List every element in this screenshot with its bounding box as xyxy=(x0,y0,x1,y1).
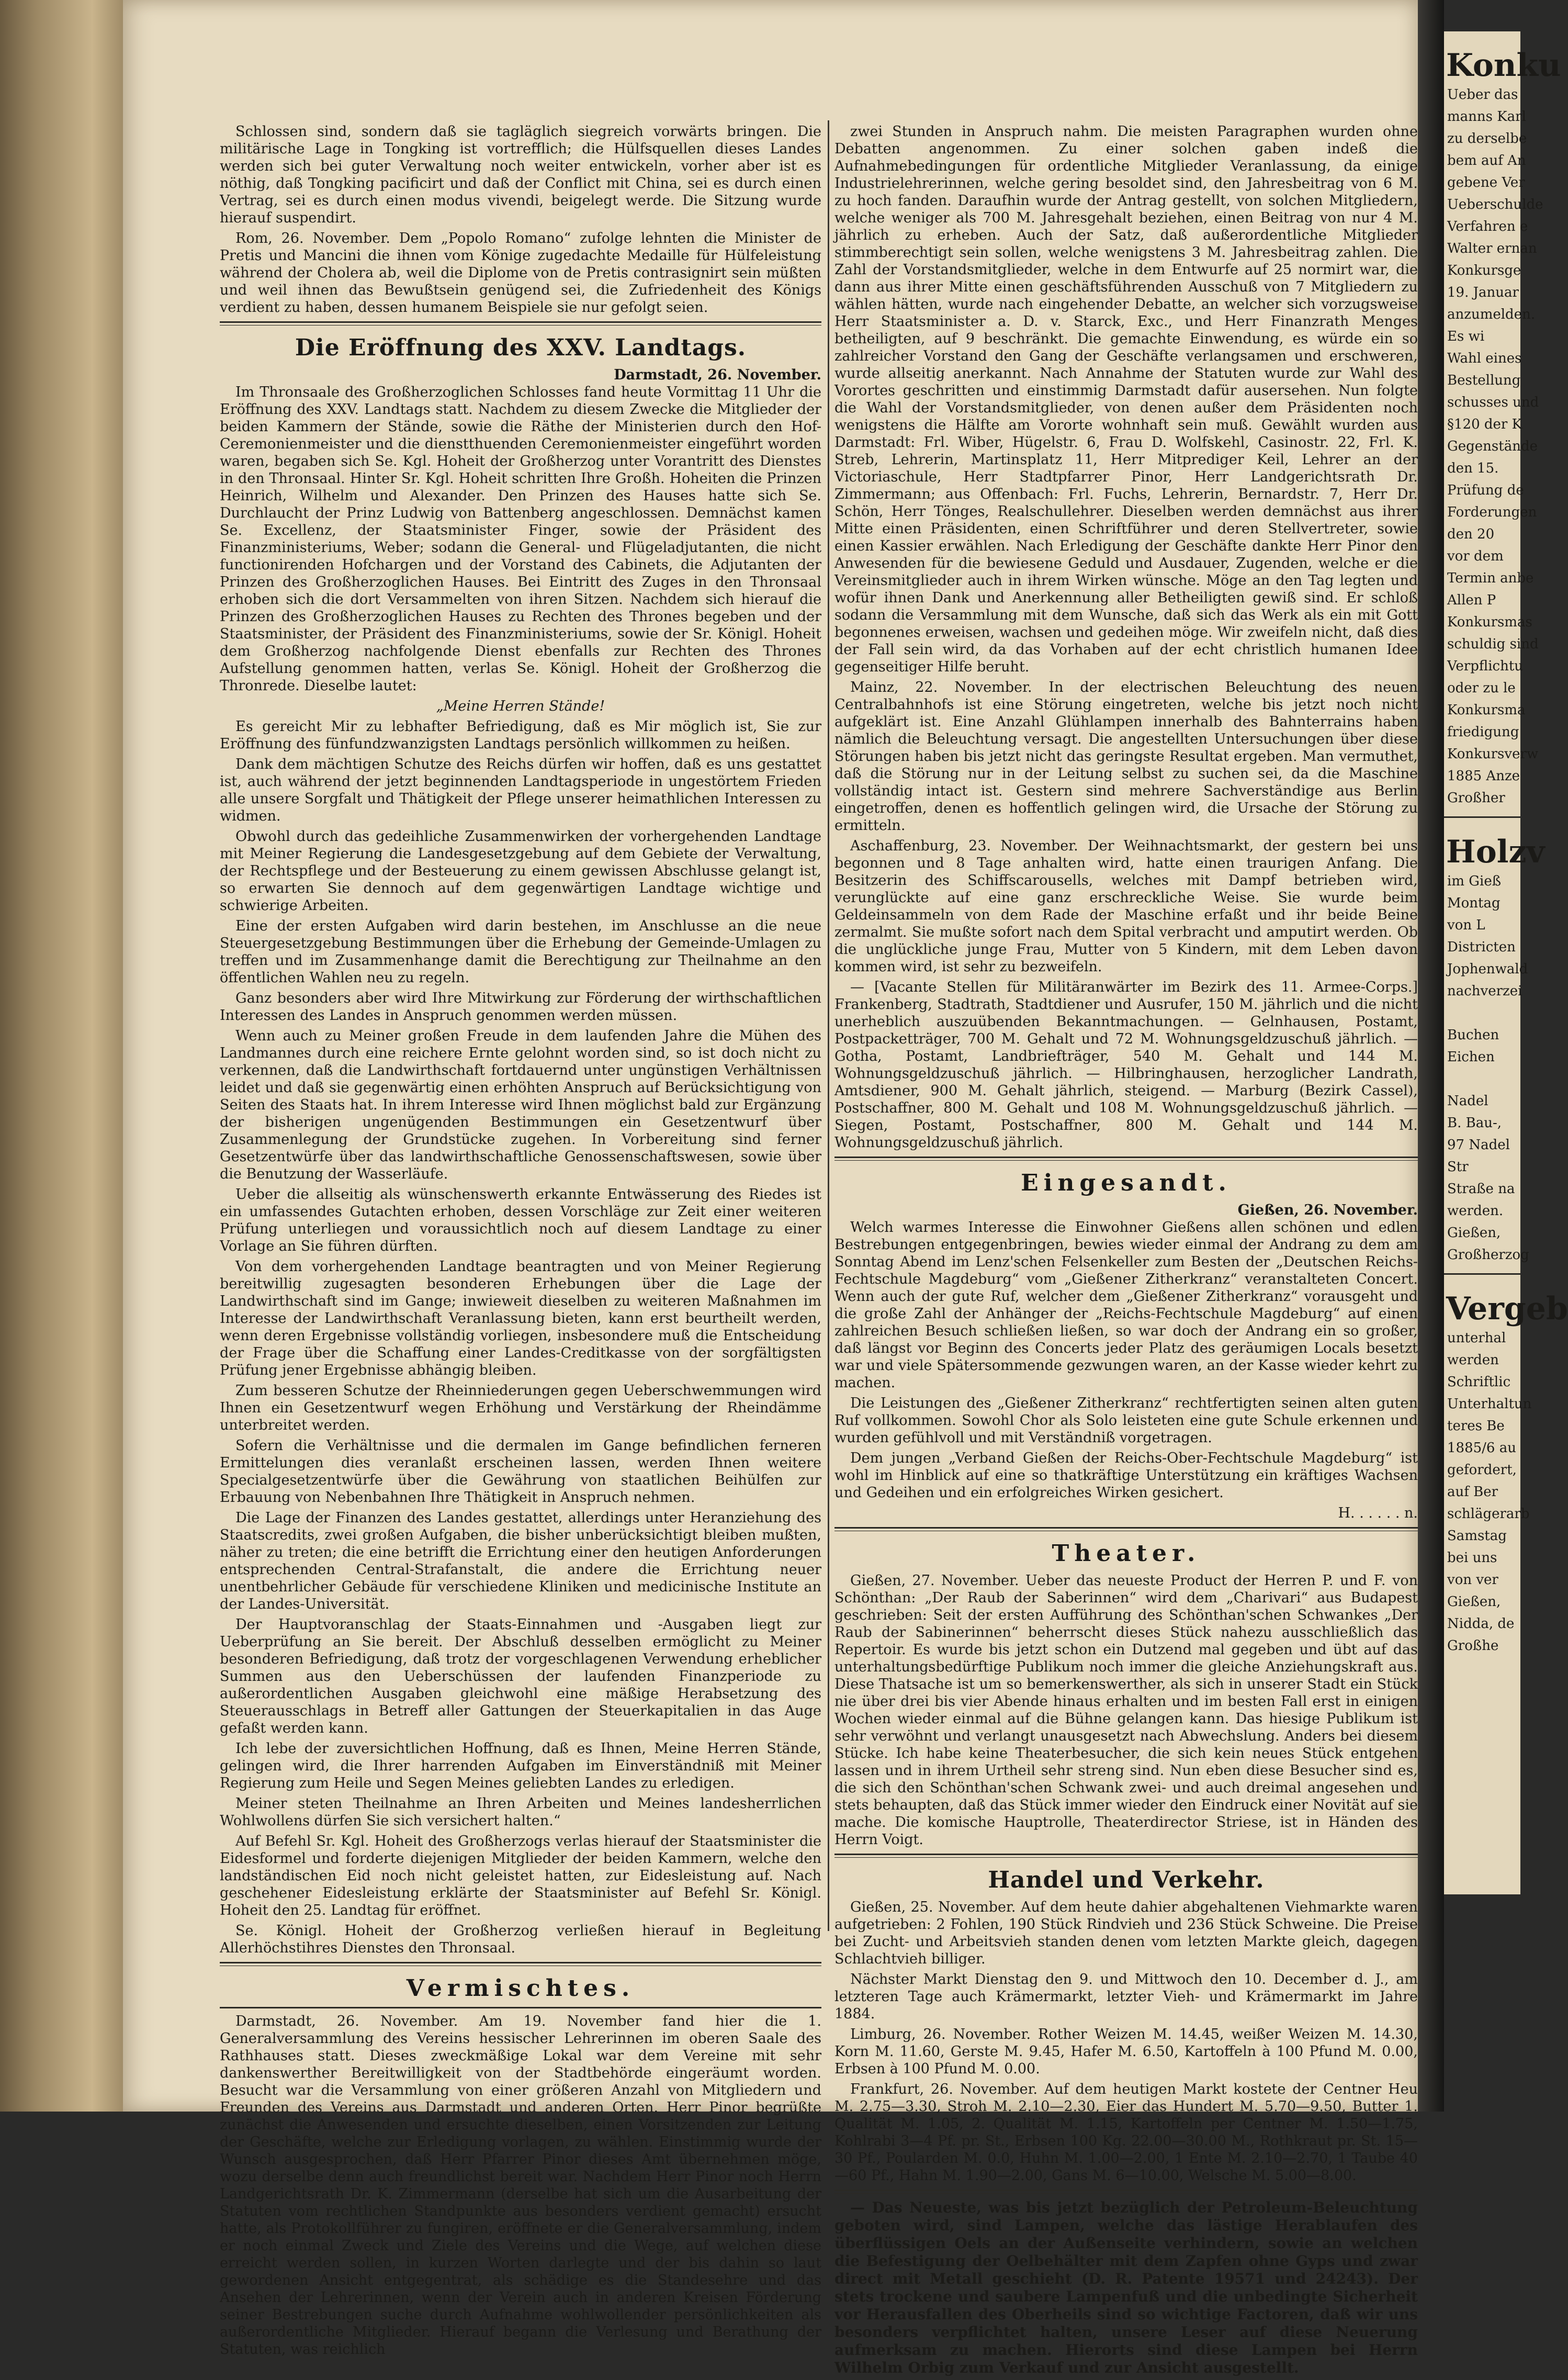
next-page-line: Termin anbe xyxy=(1447,570,1534,586)
next-page-line: Gegenstände xyxy=(1447,439,1538,454)
thronrede-paragraph: Von dem vorhergehenden Landtage beantragten und von Meiner Regierung bereitwillig zugesagten besonderen Erhebungen über die Lage der Landwirthschaft sind im Gange; inwieweit dieselben zu weiteren Maßnahmen im Interesse der Landwirthschaft Veranlassung bieten, kann erst beurtheilt werden, wenn deren Ergebnisse vollständig vorliegen, insbesondere muß die Entscheidung der Frage über die Schaffung einer Landes-Creditkasse von der sorgfältigsten Prüfung jener Ergebnisse abhängig bleiben. xyxy=(220,1259,821,1378)
mainz-article: Mainz, 22. November. In der electrischen Beleuchtung des neuen Centralbahnhofs ist eine Störung eingetreten, welche bis jetzt noch nicht aufgeklärt ist. Eine Anzahl Glühlampen innerhalb des Bahnterrains haben nämlich die Beleuchtung versagt. Die angestellten Untersuchungen über diese Störungen haben bis jetzt nicht das geringste Resultat ergeben. Man vermuthet, daß die Störung nur in der Leitung selbst zu suchen sei, da die Maschine vollständig intact ist. Gestern sind mehrere Sachverständige aus Berlin eingetroffen, denen es hoffentlich gelingen wird, die Ursache der Störung zu ermitteln. xyxy=(834,679,1418,834)
landtag-heading: Die Eröffnung des XXV. Landtags. xyxy=(295,334,747,361)
next-page-line: Samstag xyxy=(1447,1528,1507,1544)
section-divider xyxy=(834,2190,1418,2194)
thronrede-paragraph: Se. Königl. Hoheit der Großherzog verließen hierauf in Begleitung Allerhöchstihres Dienstes den Thronsaal. xyxy=(220,1923,821,1956)
thronrede-paragraph: Auf Befehl Sr. Kgl. Hoheit des Großherzogs verlas hierauf der Staatsminister die Eidesformel und forderte diejenigen Mitglieder der beiden Kammern, welche den landständischen Eid noch nicht geleistet hatten, zur Eidesleistung auf. Nach geschehener Eidesleistung erklärte der Staatsminister auf Befehl Sr. Königl. Hoheit den 25. Landtag für eröffnet. xyxy=(220,1833,821,1918)
next-page-line: den 20 xyxy=(1447,526,1495,542)
section-divider xyxy=(834,1527,1418,1531)
thronrede-salutation: „Meine Herren Stände! xyxy=(436,698,605,714)
next-page-line: Verfahren e xyxy=(1447,219,1528,234)
thronrede-paragraph: Zum besseren Schutze der Rheinniederungen gegen Ueberschwemmungen wird Ihnen ein Gesetzentwurf wegen Erhöhung und Verstärkung der Rheindämme unterbreitet werden. xyxy=(220,1383,821,1433)
landtag-paragraph: Im Thronsaale des Großherzoglichen Schlosses fand heute Vormittag 11 Uhr die Eröffnung des XXV. Landtags statt. Nachdem zu diesem Zwecke die Mitglieder der beiden Kammern der Stände, sowie die Räthe der Ministerien durch den Hof-Ceremonienmeister und die dienstthuenden Ceremonienmeister eingeführt worden waren, begaben sich Se. Kgl. Hoheit der Großherzog unter Vorantritt des Dienstes in den Thronsaal. Hinter Sr. Kgl. Hoheit schritten Ihre Großh. Hoheiten die Prinzen Heinrich, Wilhelm und Alexander. Den Prinzen des Hauses hatte sich Se. Durchlaucht der Prinz Ludwig von Battenberg angeschlossen. Demnächst kamen Se. Excellenz, der Staatsminister Finger, sowie der Präsident des Finanzministeriums, Weber; sodann die General- und Flügeladjutanten, die nicht functionirenden Hofchargen und der Vorstand des Cabinets, die Adjutanten der Prinzen des Großherzoglichen Hauses. Bei Eintritt des Zuges in den Thronsaal erhoben sich die dort Versammelten von ihren Sitzen. Nachdem sich hierauf die Prinzen des Großherzoglichen Hauses zu Rechten des Thrones begeben und der Staatsminister, der Präsident des Finanzministeriums, sowie der Sr. Königl. Hoheit dem Großherzog nachfolgende Dienst ebenfalls zur Rechten des Thrones Aufstellung genommen hatten, verlas Se. Königl. Hoheit der Großherzog die Thronrede. Dieselbe lautet: xyxy=(220,384,821,694)
eingesandt-paragraph: Die Leistungen des „Gießener Zitherkranz“ rechtfertigten seinen alten guten Ruf vollkommen. Sowohl Chor als Solo leisteten eine gute Schule erkennen und wurden gefühlvoll und mit Verständniß vorgetragen. xyxy=(834,1395,1418,1446)
next-page-line: Wahl eines xyxy=(1447,351,1522,366)
next-page-lines xyxy=(1444,84,1543,809)
next-page-line: schlägerarb xyxy=(1447,1506,1530,1522)
rom-article: Rom, 26. November. Dem „Popolo Romano“ zufolge lehnten die Minister de Pretis und Mancini die ihnen vom Könige zugedachte Medaille für Hülfeleistung während der Cholera ab, weil die Diplome von de Pretis contrasignirt sein müßten und weil ihnen das Bewußtsein genügend sei, die Zufriedenheit des Königs verdient zu haben, dessen humanem Beispiele sie nur gefolgt seien. xyxy=(220,230,821,316)
eingesandt-heading: Eingesandt. xyxy=(1021,1170,1232,1196)
next-page-line: gefordert, xyxy=(1447,1462,1517,1478)
next-page-line: Ueberschulde xyxy=(1447,197,1543,212)
next-page-heading: Konku xyxy=(1446,47,1561,84)
handel-paragraph: Frankfurt, 26. November. Auf dem heutigen Markt kostete der Centner Heu M. 2.75—3.30, Stroh M. 2.10—2.30, Eier das Hundert M. 5.70—9.50, Butter 1. Qualität M. 1.05, 2. Qualität M. 1.15, Kartoffeln per Centner M. 1.50—1.75, Kohlrabi 3—4 Pf. pr. St., Erbsen 100 Kg. 22.00—30.00 M., Rothkraut pr. St. 15—30 Pf., Poularden M. 0.0, Huhn M. 1.00—2.00, 1 Ente M. 2.10—2.70, 1 Taube 40—60 Pf., Hahn M. 1.90—2.00, Gans M. 6—10.00, Welsche M. 5.00—8.00. xyxy=(834,2081,1418,2184)
handel-heading: Handel und Verkehr. xyxy=(988,1867,1265,1893)
next-page-divider xyxy=(1444,1273,1520,1275)
book-binding xyxy=(0,0,123,2112)
petroleum-lamp-notice: — Das Neueste, was bis jetzt bezüglich der Petroleum-Beleuchtung geboten wird, sind Lampen, welche das lästige Herablaufen des überflüssigen Oels an der Außenseite verhindern, sowie an welchen die Befestigung der Oelbehälter mit dem Zapfen ohne Gyps und zwar direct mit Metall geschieht (D. R. Patente 19571 und 24243). Der stets trockene und saubere Lampenfuß und die unbedingte Sicherheit vor Herausfallen des Oberheils sind so wichtige Factoren, daß wir uns besonders verpflichtet halten, unsere Leser auf diese Neuerung aufmerksam zu machen. Hierorts sind diese Lampen bei Herrn Wilhelm Orbig zum Verkauf und zur Ansicht ausgestellt. xyxy=(834,2199,1418,2376)
next-page-line: von ver xyxy=(1447,1572,1498,1588)
thronrede-paragraph: Wenn auch zu Meiner großen Freude in dem laufenden Jahre die Mühen des Landmannes durch eine reichere Ernte gelohnt worden sind, so ist doch nicht zu verkennen, daß die Landwirthschaft fortdauernd unter ungünstigen Verhältnissen leidet und daß sie gegenwärtig einen erhöhten Anspruch auf Berücksichtigung von Seiten des Staats hat. In ihrem Interesse wird Ihnen möglichst bald zur Ergänzung der bisherigen ungenügenden Bestimmungen ein Gesetzentwurf über Zusammenlegung der Grundstücke zugehen. In Vorbereitung sind ferner Gesetzentwürfe über das landwirthschaftliche Genossenschaftswesen, sowie über die Benutzung der Wasserläufe. xyxy=(220,1028,821,1182)
next-page-line: teres Be xyxy=(1447,1418,1505,1434)
left-column xyxy=(220,123,821,2361)
next-page-lines xyxy=(1444,870,1529,1266)
next-page-line: Nadel xyxy=(1447,1093,1488,1109)
next-page-line: schuldig sind xyxy=(1447,636,1539,652)
next-page-line: Prüfung de xyxy=(1447,482,1524,498)
next-page-heading: Vergeb xyxy=(1446,1290,1568,1327)
section-divider xyxy=(220,321,821,325)
next-page-line: Str xyxy=(1447,1159,1469,1175)
thronrede-paragraph: Ueber die allseitig als wünschenswerth erkannte Entwässerung des Riedes ist ein umfassendes Gutachten erhoben, dessen Vorschläge zur Zeit einer weiteren Prüfung unterliegen und voraussichtlich noch auf diesem Landtage zu einer Vorlage an Sie führen dürften. xyxy=(220,1186,821,1254)
next-page-line: Konkursverw xyxy=(1447,746,1539,762)
column-rule xyxy=(828,120,829,1931)
next-page-line: werden. xyxy=(1447,1203,1504,1219)
section-divider xyxy=(834,1854,1418,1858)
next-page-line: gebene Ver xyxy=(1447,175,1525,190)
next-page-line: Großherzog xyxy=(1447,1247,1529,1263)
next-page-line: Großher xyxy=(1447,790,1505,806)
next-page-line: friedigung xyxy=(1447,724,1519,740)
next-page-line: anzumelden. xyxy=(1447,307,1536,322)
next-page-line: schusses und xyxy=(1447,395,1539,410)
next-page-line: Schriftlic xyxy=(1447,1374,1511,1390)
vermischtes-article: Darmstadt, 26. November. Am 19. November fand hier die 1. Generalversammlung des Vereins hessischer Lehrerinnen im oberen Saale des Rathhauses statt. Dieses zweckmäßige Lokal war dem Vereine mit sehr dankenswerther Bereitwilligkeit von der Stadtbehörde eingeräumt worden. Besucht war die Versammlung von einer größeren Anzahl von Mitgliedern und Freunden des Vereins aus Darmstadt und anderen Orten. Herr Pinor begrüßte zunächst die Anwesenden und ersuchte dieselben, einen Vorsitzenden zur Leitung der Geschäfte, welche zur Erledigung vorlagen, zu wählen. Einstimmig wurde der Wunsch ausgesprochen, daß Herr Pfarrer Pinor dieses Amt übernehmen möge, wozu derselbe denn auch freundlichst bereit war. Nachdem Herr Pinor noch Herrn Landgerichtsrath Dr. K. Zimmermann (derselbe hat sich um die Ausarbeitung der Statuten vom rechtlichen Standpunkte aus besonders verdient gemacht) ersucht hatte, als Protokollführer zu fungiren, eröffnete er die Generalversammlung, indem er noch einmal Zweck und Ziele des Vereins und die Wege, auf welchen diese erreicht werden sollen, in kurzen Worten darlegte und der bis dahin so laut gewordenen Ansicht entgegentrat, als schädige es die Standesehre und das Ansehen der Lehrerinnen, wenn der Verein auch in anderen Kreisen Förderung seiner Bestrebungen suche durch Aufnahme wohlwollender persönlichkeiten als außerordentliche Mitglieder. Hierauf begann die Verlesung und Berathung der Statuten, was reichlich xyxy=(220,2013,821,2357)
next-page-line: Straße na xyxy=(1447,1181,1515,1197)
next-page-line: Forderungen xyxy=(1447,504,1537,520)
next-page-line: Allen P xyxy=(1447,592,1496,608)
handel-paragraph: Limburg, 26. November. Rother Weizen M. 14.45, weißer Weizen M. 14.30, Korn M. 11.60, Gerste M. 9.45, Hafer M. 6.50, Kartoffeln à 100 Pfund M. 0.00, Erbsen à 100 Pfund M. 0.00. xyxy=(834,2026,1418,2077)
next-page-line: Jophenwald xyxy=(1447,961,1528,977)
next-page-line: Es wi xyxy=(1447,329,1485,344)
next-page-line: manns Karl xyxy=(1447,109,1526,125)
next-page-line: 97 Nadel xyxy=(1447,1137,1510,1153)
next-page-divider xyxy=(1444,816,1520,818)
right-column xyxy=(834,123,1418,2380)
handel-paragraph: Gießen, 25. November. Auf dem heute dahier abgehaltenen Viehmarkte waren aufgetrieben: 2 Fohlen, 190 Stück Rindvieh und 236 Stück Schweine. Die Preise bei Zucht- und Arbeitsvieh standen denen vom letzten Markte gleich, dagegen Schlachtvieh billiger. xyxy=(834,1899,1418,1967)
next-page-line: zu derselbe xyxy=(1447,131,1527,147)
next-page-line: Ueber das xyxy=(1447,87,1518,103)
next-page-lines xyxy=(1444,1327,1532,1657)
vermischtes-heading: Vermischtes. xyxy=(406,1975,635,2002)
next-page-line: auf Ber xyxy=(1447,1484,1498,1500)
eingesandt-signature: H. . . . . . n. xyxy=(1338,1505,1418,1521)
next-page-line: 19. Januar xyxy=(1447,285,1519,300)
thronrede-paragraph: Eine der ersten Aufgaben wird darin bestehen, im Anschlusse an die neue Steuergesetzgebung Bestimmungen über die Erhebung der Gemeinde-Umlagen zu treffen und im Zusammenhange damit die Berechtigung zur Theilnahme an den öffentlichen Wahlen neu zu regeln. xyxy=(220,918,821,986)
next-page-line: von L xyxy=(1447,917,1485,933)
next-page-line: oder zu le xyxy=(1447,680,1516,696)
next-page-line: vor dem xyxy=(1447,548,1504,564)
next-page-line: unterhal xyxy=(1447,1330,1506,1346)
next-page-line: nachverzei xyxy=(1447,983,1522,999)
eingesandt-dateline: Gießen, 26. November. xyxy=(1237,1202,1418,1218)
theater-article: Gießen, 27. November. Ueber das neueste Product der Herren P. und F. von Schönthan: „Der Raub der Saberinnen“ wird dem „Charivari“ aus Budapest geschrieben: Seit der ersten Aufführung des Schönthan'schen Schwankes „Der Raub der Sabinerinnen“ beherrscht dieses Stück nahezu ausschließlich das Repertoir. Es wurde bis jetzt schon ein Dutzend mal gegeben und übt auf das unterhaltungsbedürftige Publikum noch immer die gleiche Anziehungskraft aus. Diese Thatsache ist um so bemerkenswerther, als sich in unserer Stadt ein Stück nie über drei bis vier Abende hinaus erhalten und im besten Fall erst in einigen Wochen wieder einmal auf die Bühne gelangen kann. Das hiesige Publikum ist sehr verwöhnt und verlangt unausgesetzt nach Abwechslung. Anders bei diesem Stücke. Ich habe keine Theaterbesucher, die sich kein neues Stück entgehen lassen und in ihrem Urtheil sehr streng sind. Nun eben diese Besucher sind es, die sich den Schönthan'schen Schwank zwei- und auch dreimal angesehen und stets behaupten, daß das Stück immer wieder den Eindruck einer Novität auf sie mache. Die komische Hauptrolle, Theaterdirector Striese, ist in Händen des Herrn Voigt. xyxy=(834,1573,1418,1848)
thronrede-paragraph: Die Lage der Finanzen des Landes gestattet, allerdings unter Heranziehung des Staatscredits, zwei großen Aufgaben, die bisher unberücksichtigt bleiben mußten, näher zu treten; die eine betrifft die Errichtung einer den heutigen Anforderungen entsprechenden Central-Strafanstalt, die andere die Errichtung neuer unentbehrlicher Gebäude für verschiedene Kliniken und medicinische Institute an der Landes-Universität. xyxy=(220,1510,821,1612)
next-page-heading: Holzv xyxy=(1446,834,1545,870)
next-page-line: bei uns xyxy=(1447,1550,1497,1566)
adjacent-page-fragment xyxy=(1444,31,1568,1894)
thronrede-paragraph: Ich lebe der zuversichtlichen Hoffnung, daß es Ihnen, Meine Herren Stände, gelingen wird, die Ihrer harrenden Aufgaben im Einverständniß mit Meiner Regierung zum Heile und Segen Meines geliebten Landes zu erledigen. xyxy=(220,1741,821,1791)
next-page-line xyxy=(1447,1002,1520,1024)
next-page-line: Verpflichtu xyxy=(1447,658,1524,674)
next-page-line: Konkursge xyxy=(1447,263,1521,278)
thronrede-paragraph: Sofern die Verhältnisse und die dermalen im Gange befindlichen ferneren Ermittelungen dies veranlaßt erscheinen lassen, werden Ihnen weitere Specialgesetzentwürfe über die Gewährung von staatlichen Beihülfen zur Erbauung von Nebenbahnen Ihre Thätigkeit in Anspruch nehmen. xyxy=(220,1438,821,1506)
next-page-line: Eichen xyxy=(1447,1049,1495,1065)
next-page-line: B. Bau-, xyxy=(1447,1115,1502,1131)
next-page-line: Montag xyxy=(1447,895,1501,911)
thronrede-paragraph: Dank dem mächtigen Schutze des Reichs dürfen wir hoffen, daß es uns gestattet ist, auch während der jetzt beginnenden Landtagsperiode in ungestörtem Frieden alle unsere Sorgfalt und Thätigkeit der Pflege unserer heimathlichen Interessen zu widmen. xyxy=(220,756,821,824)
next-page-line: Konkursma xyxy=(1447,702,1526,718)
page-gutter xyxy=(1418,0,1444,2112)
next-page-line: Nidda, de xyxy=(1447,1616,1515,1632)
next-page-line: bem auf An xyxy=(1447,153,1526,169)
next-page-line: Walter ernan xyxy=(1447,241,1537,256)
next-page-line: Buchen xyxy=(1447,1027,1499,1043)
next-page-line: §120 der K xyxy=(1447,417,1522,432)
next-page-line: Bestellung xyxy=(1447,373,1521,388)
next-page-line: Unterhaltun xyxy=(1447,1396,1532,1412)
thronrede-paragraph: Der Hauptvoranschlag der Staats-Einnahmen und -Ausgaben liegt zur Ueberprüfung an Sie bereit. Der Abschluß desselben ermöglicht zu Meiner besonderen Befriedigung, daß trotz der vorgeschlagenen Verwendung erheblicher Summen aus den Ueberschüssen der laufenden Finanzperiode zu außerordentlichen Ausgaben gleichwohl eine mäßige Herabsetzung des Steuerausschlags in Betreff aller Gattungen der Steuerkapitalien in das Auge gefaßt werden kann. xyxy=(220,1616,821,1736)
thronrede-paragraph: Es gereicht Mir zu lebhafter Befriedigung, daß es Mir möglich ist, Sie zur Eröffnung des fünfundzwanzigsten Landtags persönlich willkommen zu heißen. xyxy=(220,719,821,752)
handel-paragraph: Nächster Markt Dienstag den 9. und Mittwoch den 10. December d. J., am letzteren Tage auch Krämermarkt, letzter Vieh- und Krämermarkt im Jahre 1884. xyxy=(834,1971,1418,2022)
section-divider xyxy=(220,2007,821,2008)
next-page-line: im Gieß xyxy=(1447,873,1502,889)
section-divider xyxy=(220,1962,821,1966)
aschaffenburg-article: Aschaffenburg, 23. November. Der Weihnachtsmarkt, der gestern bei uns begonnen und 8 Tage anhalten wird, hatte einen traurigen Anfang. Die Besitzerin des Schiffscarousells, welches mit Dampf betrieben wird, verunglückte auf eine ganz erschreckliche Weise. Sie wurde beim Geldeinsammeln von dem Rade der Maschine erfaßt und ihr beide Beine zermalmt. Sie mußte sofort nach dem Spital verbracht und amputirt werden. Ob die unglückliche junge Frau, Mutter von 5 Kindern, mit dem Leben davon kommen wird, ist sehr zu bezweifeln. xyxy=(834,838,1418,975)
next-page-line: werden xyxy=(1447,1352,1499,1368)
eingesandt-paragraph: Welch warmes Interesse die Einwohner Gießens allen schönen und edlen Bestrebungen entgegenbringen, bewies wieder einmal der Andrang zu dem am Sonntag Abend im Lenz'schen Felsenkeller zum Besten der „Deutschen Reichs-Fechtschule Magdeburg“ vom „Gießener Zitherkranz“ veranstalteten Concert. Wenn auch der gute Ruf, welcher dem „Gießener Zitherkranz“ vorausgeht und die große Zahl der Anhänger der „Reichs-Fechtschule Magdeburg“ auf einen zahlreichen Besuch schließen ließen, so war doch der Andrang ein so großer, daß längst vor Beginn des Concerts jeder Platz des geräumigen Locals besetzt war und viele Spätersommende gezwungen waren, an der Kasse wieder kehrt zu machen. xyxy=(834,1219,1418,1391)
eingesandt-paragraph: Dem jungen „Verband Gießen der Reichs-Ober-Fechtschule Magdeburg“ ist wohl im Hinblick auf eine so thatkräftige Unterstützung ein kräftiges Wachsen und Gedeihen und ein erfolgreiches Wirken gesichert. xyxy=(834,1450,1418,1501)
next-page-line: 1885/6 au xyxy=(1447,1440,1516,1456)
next-page-line: Großhe xyxy=(1447,1638,1499,1654)
thronrede-paragraph: Obwohl durch das gedeihliche Zusammenwirken der vorhergehenden Landtage mit Meiner Regierung die Landesgesetzgebung auf dem Gebiete der Verwaltung, der Rechtspflege und der Besteuerung zu einem gewissen Abschlusse gelangt ist, so erwarten Sie dennoch auf dem gegenwärtigen Landtage wichtige und schwierige Arbeiten. xyxy=(220,828,821,914)
landtag-dateline: Darmstadt, 26. November. xyxy=(614,367,821,383)
vermischtes-continuation: zwei Stunden in Anspruch nahm. Die meisten Paragraphen wurden ohne Debatten angenommen. Zu einer solchen gaben indeß die Aufnahmebedingungen für ordentliche Mitglieder Veranlassung, da einige Industrielehrerinnen, welche gering besoldet sind, den Jahresbeitrag von 6 M. zu hoch fanden. Daraufhin wurde der Antrag gestellt, von solchen Mitgliedern, welche weniger als 700 M. Jahresgehalt beziehen, einen Beitrag von nur 4 M. jährlich zu erheben. Auch der Satz, daß außerordentliche Mitglieder stimmberechtigt sein sollen, welche wenigstens 3 M. Jahresbeitrag zahlen. Die Zahl der Vorstandsmitglieder, welche in dem Entwurfe auf 25 normirt war, die dann aus ihrer Mitte einen geschäftsführenden Ausschuß von 7 Mitgliedern zu wählen hätten, wurde nach eingehender Debatte, an welcher sich vorzugsweise Herr Staatsminister a. D. v. Starck, Exc., und Herr Finanzrath Menges betheiligten, auf 9 beschränkt. Die gemachte Einwendung, es würde ein so zahlreicher Vorstand den Gang der Geschäfte verlangsamen und erschweren, wurde allseitig anerkannt. Nach Annahme der Statuten wurde zur Wahl des Vorortes geschritten und einstimmig Darmstadt dafür ausersehen. Nun folgte die Wahl der Vorstandsmitglieder, von denen außer dem Präsidenten noch wenigstens die Hälfte am Vororte wohnhaft sein muß. Gewählt wurden aus Darmstadt: Frl. Wiber, Hügelstr. 6, Frau D. Wolfskehl, Casinostr. 22, Frl. K. Streb, Lehrerin, Martinsplatz 11, Herr Mitprediger Keil, Lehrer an der Victoriaschule, Herr Stadtpfarrer Pinor, Herr Landgerichtsrath Dr. Zimmermann; aus Offenbach: Frl. Fuchs, Lehrerin, Bernardstr. 7, Herr Dr. Schön, Herr Tönges, Realschullehrer. Dieselben werden demnächst aus ihrer Mitte einen Präsidenten, einen Schriftführer und deren Stellvertreter, sowie einen Kassier erwählen. Nach Erledigung der Geschäfte dankte Herr Pinor den Anwesenden für die bewiesene Geduld und Ausdauer, Zugenden, welche er die Vereinsmitglieder auch in ihrem Wirken wünsche. Möge an den Tag legten und wofür ihnen Dank und Anerkennung aller Betheiligten gewiß sind. Er schloß sodann die Versammlung mit dem Wunsche, daß sich das Werk als ein mit Gott begonnenes erweisen, wachsen und gedeihen möge. Wir zweifeln nicht, daß dies der Fall sein wird, da das Vorhaben auf der echt christlich humanen Idee gegenseitiger Hilfe beruht. xyxy=(834,124,1418,675)
thronrede-paragraph: Meiner steten Theilnahme an Ihren Arbeiten und Meines landesherrlichen Wohlwollens dürfen Sie sich versichert halten.“ xyxy=(220,1795,821,1829)
next-page-line: 1885 Anze xyxy=(1447,768,1520,784)
next-page-line: Gießen, xyxy=(1447,1225,1501,1241)
section-divider xyxy=(834,1157,1418,1161)
next-page-line: Konkursmas xyxy=(1447,614,1532,630)
vacante-stellen-article: — [Vacante Stellen für Militäranwärter im Bezirk des 11. Armee-Corps.] Frankenberg, Stadtrath, Stadtdiener und Ausrufer, 150 M. jährlich und die nicht unerheblich auszuübenden Bekanntmachungen. — Gelnhausen, Postamt, Postpacketträger, 700 M. Gehalt und 72 M. Wohnungsgeldzuschuß jährlich. — Gotha, Postamt, Landbriefträger, 540 M. Gehalt und 144 M. Wohnungsgeldzuschuß jährlich. — Hilbringhausen, herzoglicher Landrath, Amtsdiener, 900 M. Gehalt jährlich, steigend. — Marburg (Bezirk Cassel), Postschaffner, 800 M. Gehalt und 108 M. Wohnungsgeldzuschuß jährlich. — Siegen, Postamt, Postschaffner, 800 M. Gehalt und 144 M. Wohnungsgeldzuschuß jährlich. xyxy=(834,979,1418,1151)
next-page-line: den 15. xyxy=(1447,461,1499,476)
next-page-line: Gießen, xyxy=(1447,1594,1501,1610)
tongking-article-end: Schlossen sind, sondern daß sie tagläglich siegreich vorwärts bringen. Die militärische Lage in Tongking ist vortrefflich; die Hülfsquellen dieses Landes werden sich bei guter Verwaltung noch weiter entwickeln, vorher aber ist es nöthig, daß Tongking pacificirt und daß der Conflict mit China, sei es durch einen Vertrag, sei es durch einen modus vivendi, beigelegt werde. Die Sitzung wurde hierauf suspendirt. xyxy=(220,124,821,226)
thronrede-paragraph: Ganz besonders aber wird Ihre Mitwirkung zur Förderung der wirthschaftlichen Interessen des Landes in Anspruch genommen werden müssen. xyxy=(220,990,821,1024)
next-page-line xyxy=(1447,1068,1520,1090)
theater-heading: Theater. xyxy=(1052,1540,1201,1567)
next-page-line: Districten xyxy=(1447,939,1516,955)
